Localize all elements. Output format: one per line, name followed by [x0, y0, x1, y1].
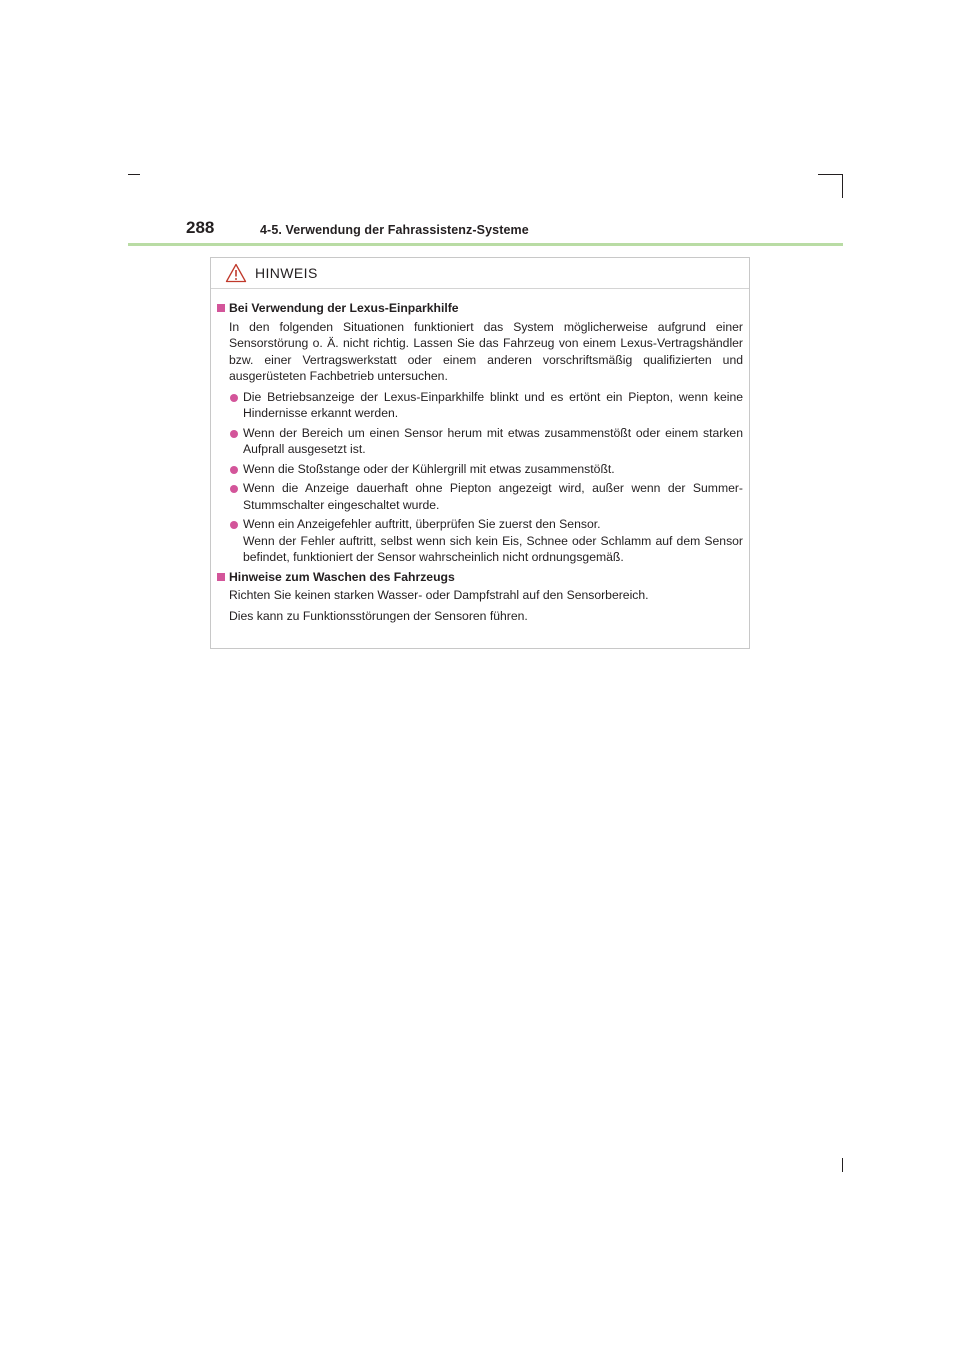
list-item: Wenn die Stoßstange oder der Kühlergrill mit etwas zusammenstößt.: [217, 461, 743, 478]
warning-triangle-icon: [225, 263, 247, 283]
square-bullet-icon: [217, 304, 225, 312]
section-text-line: Richten Sie keinen starken Wasser- oder Dampfstrahl auf den Sensorbereich.: [229, 588, 649, 602]
note-box: [210, 257, 750, 649]
chapter-title: 4-5. Verwendung der Fahrassistenz-Systeme: [260, 223, 529, 237]
page-number: 288: [186, 218, 215, 237]
list-item: Wenn ein Anzeigefehler auftritt, überprüfen Sie zuerst den Sensor. Wenn der Fehler auftritt, selbst wenn sich kein Eis, Schnee oder Schlamm auf dem Sensor befindet, funktioniert der Sensor wahrscheinlich nicht ordnungsgemäß.: [217, 516, 743, 566]
round-bullet-icon: [230, 521, 238, 529]
section-title-einparkhilfe: Bei Verwendung der Lexus-Einparkhilfe: [217, 300, 743, 317]
crop-mark-bottom-right: [842, 1158, 843, 1172]
page-header: [186, 216, 846, 246]
section-text-line: Dies kann zu Funktionsstörungen der Sensoren führen.: [229, 608, 528, 623]
round-bullet-icon: [230, 466, 238, 474]
note-body: [211, 289, 749, 624]
note-header: [211, 258, 749, 289]
header-rule: [128, 243, 843, 246]
round-bullet-icon: [230, 430, 238, 438]
crop-mark-top-right-v: [842, 174, 843, 198]
crop-mark-top-right-h: [818, 174, 842, 175]
section-intro: In den folgenden Situationen funktioniert das System möglicherweise aufgrund einer Sensorstörung o. Ä. nicht richtig. Lassen Sie das Fahrzeug von einem Lexus-Vertragshändler bzw. einer Vertragswerkstatt oder einem anderen vorschriftsmäßig qualifizierten und ausgerüsteten Fachbetrieb untersuchen.: [229, 319, 743, 383]
round-bullet-icon: [230, 485, 238, 493]
note-title: HINWEIS: [255, 265, 318, 281]
round-bullet-icon: [230, 394, 238, 402]
square-bullet-icon: [217, 573, 225, 581]
section-title-waschen: Hinweise zum Waschen des Fahrzeugs: [217, 569, 743, 586]
list-item: Die Betriebsanzeige der Lexus-Einparkhilfe blinkt und es ertönt ein Piepton, wenn keine Hindernisse erkannt werden.: [217, 389, 743, 422]
crop-mark-top-left: [128, 174, 140, 175]
list-item: Wenn die Anzeige dauerhaft ohne Piepton angezeigt wird, außer wenn der Summer-Stummschalter eingeschaltet wurde.: [217, 480, 743, 513]
list-item: Wenn der Bereich um einen Sensor herum mit etwas zusammenstößt oder einem starken Aufprall ausgesetzt ist.: [217, 425, 743, 458]
